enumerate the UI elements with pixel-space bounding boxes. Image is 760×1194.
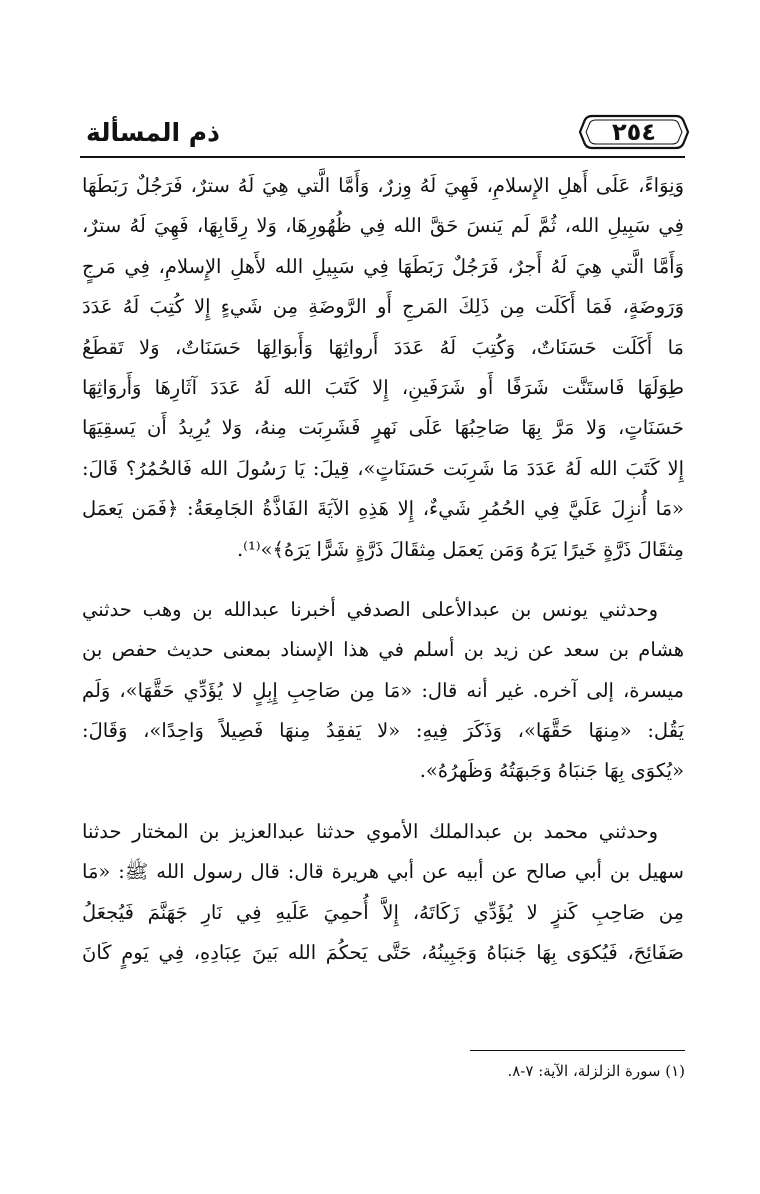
text-line: وحدثني محمد بن عبدالملك الأموي حدثنا عبدالعزيز بن المختار حدثنا: [82, 819, 658, 843]
body-text: [82, 166, 684, 973]
text-line: سهيل بن أبي صالح عن أبيه عن أبي هريرة قال: قال رسول الله ﷺ: «مَا: [82, 860, 684, 884]
text-line: إِلا كَتَبَ الله لَهُ عَدَدَ مَا شَرِبَت حَسَنَاتٍ»، قِيلَ: يَا رَسُولَ الله فَالحُمُرُ؟ قَالَ:: [82, 456, 684, 480]
text-line: وَنِوَاءً، عَلَى أَهلِ الإِسلامِ، فَهِيَ لَهُ وِزرٌ، وَأَمَّا الَّتي هِيَ لَهُ سترٌ، فَرَجُلٌ رَبَطَهَا: [82, 174, 684, 197]
paragraph-gap: [82, 792, 684, 812]
text-line: يَقُل: «مِنهَا حَقَّهَا»، وَذَكَرَ فِيهِ: «لا يَفقِدُ مِنهَا فَصِيلاً وَاحِدًا»، وَقَالَ:: [82, 719, 684, 743]
text-line: طِوَلَهَا فَاستَنَّت شَرَفًا أَو شَرَفَينِ، إِلا كَتَبَ الله لَهُ عَدَدَ آثَارِهَا وَأَروَاثِهَا: [82, 375, 684, 399]
page-number-badge: [578, 112, 690, 152]
text-line: حَسَنَاتٍ، وَلا مَرَّ بِهَا صَاحِبُهَا عَلَى نَهرٍ فَشَرِبَت مِنهُ، وَلا يُرِيدُ أَن يَسقِيَهَا: [82, 416, 684, 440]
text-line: وحدثني يونس بن عبدالأعلى الصدفي أخبرنا عبدالله بن وهب حدثني: [82, 597, 658, 621]
text-line: مِثقَالَ ذَرَّةٍ خَيرًا يَرَهُ وَمَن يَعمَل مِثقَالَ ذَرَّةٍ شَرًّا يَرَهُ﴾»⁽¹⁾.: [236, 537, 684, 561]
running-header-title: ذم المسألة: [86, 118, 220, 147]
text-line: مَا أَكَلَت حَسَنَاتٌ، وَكُتِبَ لَهُ عَدَدَ أَرواثِهَا وَأَبوَالِهَا حَسَنَاتٌ، وَلا تَقطَعُ: [82, 335, 684, 359]
text-line: هشام بن سعد عن زيد بن أسلم في هذا الإسناد بمعنى حديث حفص بن: [82, 638, 684, 662]
text-line: وَرَوضَةٍ، فَمَا أَكَلَت مِن ذَلِكَ المَرجِ أَو الرَّوضَةِ مِن شَيءٍ إِلا كُتِبَ لَهُ عَدَدَ: [82, 295, 684, 319]
text-line: «مَا أُنزِلَ عَلَيَّ فِي الحُمُرِ شَيءٌ، إِلا هَذِهِ الآيَةَ الفَاذَّةُ الجَامِعَةُ: ﴿فَمَن يَعمَل: [82, 497, 684, 521]
text-line: مِن صَاحِبِ كَنزٍ لا يُؤَدِّي زَكَاتَهُ، إِلاَّ أُحمِيَ عَلَيهِ فِي نَارِ جَهَنَّمَ فَيُجعَلُ: [82, 900, 684, 924]
text-line: فِي سَبِيلِ الله، ثُمَّ لَم يَنسَ حَقَّ الله فِي ظُهُورِهَا، وَلا رِقَابِهَا، فَهِيَ لَهُ سترٌ،: [82, 214, 684, 238]
text-line: وَأَمَّا الَّتي هِيَ لَهُ أَجرٌ، فَرَجُلٌ رَبَطَهَا فِي سَبِيلِ الله لأَهلِ الإِسلامِ، فِي مَرجٍ: [82, 254, 684, 278]
text-line: ميسرة، إلى آخره. غير أنه قال: «مَا مِن صَاحِبِ إِبِلٍ لا يُؤَدِّي حَقَّهَا»، وَلَم: [82, 678, 684, 702]
text-line: صَفَائِحَ، فَيُكوَى بِهَا جَنبَاهُ وَجَبِينُهُ، حَتَّى يَحكُمَ الله بَينَ عِبَادِهِ، فِي يَومٍ كَانَ: [82, 941, 684, 965]
header-rule: [80, 156, 685, 158]
page-number: ٢٥٤: [612, 118, 656, 146]
footnote-rule: [470, 1050, 685, 1051]
footnote: (١) سورة الزلزلة، الآية: ٧-٨.: [507, 1062, 685, 1080]
paragraph-gap: [82, 570, 684, 590]
text-line: «يُكوَى بِهَا جَنبَاهُ وَجَبهَتُهُ وَظَهرُهُ».: [419, 759, 684, 783]
